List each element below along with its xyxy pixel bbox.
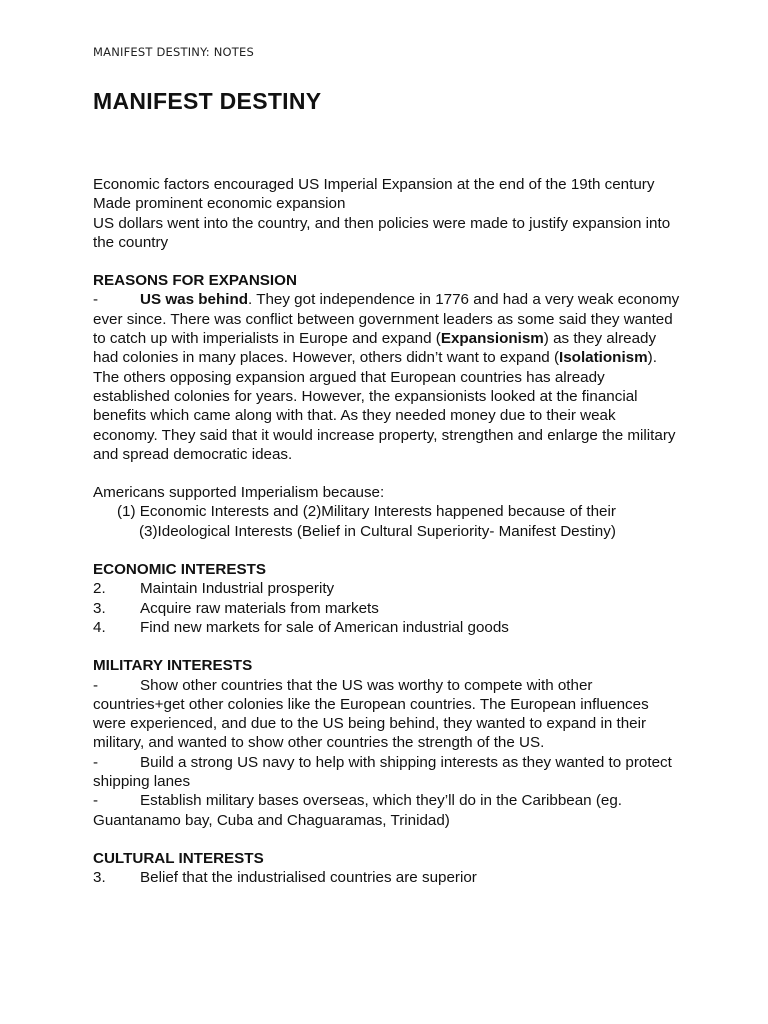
list-text: Maintain Industrial prosperity [140,580,335,598]
support-list [93,502,683,541]
document-body [93,175,683,888]
term-isolationism: Isolationism [559,349,648,367]
list-marker: 2. [93,580,106,598]
list-item [93,676,683,753]
reasons-text: . They got independence in 1776 and had a very weak economy ever since. There was conflict between government leaders as some said they wanted to catch up with imperialists in Europe and expand ( [93,291,680,348]
military-heading: MILITARY INTERESTS [93,657,253,675]
support-line: (3)Ideological Interests (Belief in Cultural Superiority- Manifest Destiny) [139,522,616,540]
list-text: Build a strong US navy to help with shipping interests as they wanted to protect shipping lanes [93,753,672,791]
reasons-text: ) as they already had colonies in many places. However, others didn’t want to expand ( [93,330,657,367]
support-line: (1) Economic Interests and (2)Military Interests happened because of their [117,503,616,521]
list-item [93,599,683,618]
intro-line: Economic factors encouraged US Imperial Expansion at the end of the 19th century [93,176,655,193]
bullet-dash: - [93,753,99,771]
document-title: MANIFEST DESTINY [93,88,322,114]
bullet-dash: - [93,792,99,810]
list-text: Belief that the industrialised countries are superior [140,869,477,887]
list-item [93,618,683,637]
bullet-dash: - [93,676,99,694]
list-item [93,753,683,792]
list-text: Establish military bases overseas, which they’ll do in the Caribbean (eg. Guantanamo bay, Cuba and Chaguaramas, Trinidad) [93,792,623,829]
list-text: Acquire raw materials from markets [140,599,379,617]
cultural-heading: CULTURAL INTERESTS [93,849,264,867]
reasons-text: ). The others opposing expansion argued that European countries has already established colonies for years. However, the expansionists looked at the financial benefits which came along with that. As they needed money due to their weak economy. They said that it would increase property, strengthen and enlarge the military and spread democratic ideas. [93,349,676,463]
list-item [93,791,683,830]
list-text: Find new markets for sale of American industrial goods [140,618,509,636]
list-item [93,868,683,887]
economic-heading: ECONOMIC INTERESTS [93,561,266,579]
reasons-heading: REASONS FOR EXPANSION [93,272,297,290]
intro-line: Made prominent economic expansion [93,195,346,213]
bullet-dash: - [93,291,99,309]
list-marker: 3. [93,869,106,887]
list-marker: 3. [93,599,106,617]
intro-line: US dollars went into the country, and then policies were made to justify expansion into the country [93,214,671,251]
document-header: MANIFEST DESTINY: NOTES [93,45,254,59]
reasons-paragraph [93,290,683,464]
reasons-bold-lead: US was behind [140,291,249,309]
list-marker: 4. [93,618,106,636]
support-heading: Americans supported Imperialism because: [93,484,385,502]
list-text: Show other countries that the US was worthy to compete with other countries+get other colonies like the European countries. The European influences were experienced, and due to the US being behind, they wanted to expand in their military, and wanted to show other countries the strength of the US. [93,676,649,752]
list-item [93,579,683,598]
term-expansionism: Expansionism [440,330,544,348]
